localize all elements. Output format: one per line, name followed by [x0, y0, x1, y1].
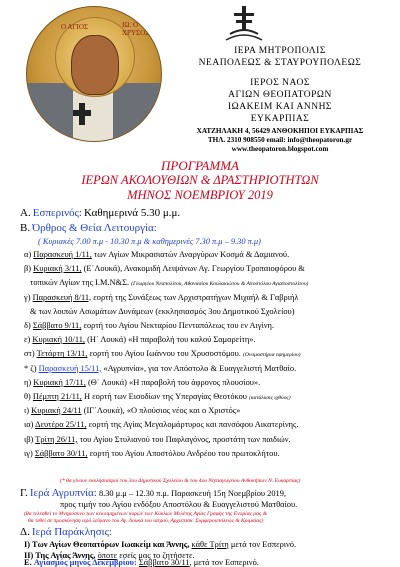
- church-name-1: ΙΕΡΟΣ ΝΑΟΣ: [250, 78, 310, 88]
- church-contact: ΤΗΛ. 2310 908550 email: info@theopatoron.gr: [207, 136, 353, 144]
- church-name-3: ΙΩΑΚΕΙΜ ΚΑΙ ΑΝΝΗΣ: [228, 102, 332, 112]
- item-date: Κυριακή 3/11,: [33, 264, 82, 274]
- item-text: (Η΄ Λουκά) «Η παραβολή του καλού Σαμαρείτη».: [87, 335, 256, 345]
- item-text: τοπικών Αγίων της Ι.Μ.Ν&Σ.: [30, 278, 130, 288]
- item-key: * ζ): [24, 363, 37, 373]
- section-e-title: Αγιασμός μηνός Δεκεμβρίου:: [33, 558, 137, 567]
- metropolis-name-1: ΙΕΡΑ ΜΗΤΡΟΠΟΛΙΣ: [234, 46, 326, 56]
- item-date: Κυριακή 17/11,: [33, 377, 86, 387]
- item-text: (ΙΓ΄Λουκά), «Ο πλούσιος νέος και ο Χριστός»: [83, 406, 241, 416]
- liturgy-item: [24, 321, 274, 330]
- liturgy-item: [24, 392, 291, 401]
- section-d: Δ. Ιερά Παράκλησις:: [20, 526, 112, 538]
- item-key: ιγ): [24, 448, 33, 458]
- section-b-footnote: (* θα γίνουν εκκλησιασμοί του 3ου Δημοτικού Σχολείου & του 4ου Νηπιαγωγείου Ανθοκήπων Ν. Ευκαρπίας): [60, 478, 301, 484]
- section-c-line1: 8.30 μ.μ – 12.30 π.μ. Παρασκευή 15η Νοεμβρίου 2019,: [98, 489, 287, 498]
- header: [0, 0, 400, 153]
- item-text: εορτή του Αγίου Νεκταρίου Πενταπόλεως του εν Αιγίνη.: [83, 321, 275, 330]
- section-d-title: Ιερά Παράκλησις:: [31, 526, 112, 538]
- liturgy-item: [24, 406, 240, 415]
- item-date: Τρίτη 26/11,: [35, 434, 78, 444]
- liturgy-item: [24, 293, 298, 302]
- icon-label-left: Ο ΑΓΙΟΣ: [61, 23, 88, 31]
- item-key: ιβ): [24, 434, 34, 444]
- item-text: του Αγίου Στυλιανού του Παφλαγόνος, προστάτη των παιδιών.: [79, 434, 291, 444]
- section-c-note1: (θα τελεσθεί το Μνημόσυνο των κεκοιμημένων κυρών των Κύκλων Μελέτης Αγίας Γραφής της Ενορίας μας &: [24, 511, 268, 517]
- item-date: Σάββατο 30/11,: [34, 448, 88, 458]
- icon-label-right: ΙΩ. Ο ΧΡΥΣΟΣ.: [122, 21, 151, 37]
- church-address: ΧΑΤΖΗΛΑΚΗ 4, 56429 ΑΝΘΟΚΗΠΟΙ ΕΥΚΑΡΠΙΑΣ: [196, 127, 364, 135]
- section-c: Γ. Ιερά Αγρυπνία: 8.30 μ.μ – 12.30 π.μ. Παρασκευή 15η Νοεμβρίου 2019,: [20, 487, 287, 499]
- item-date: Κυριακή 24/11: [31, 406, 82, 416]
- item-date: Παρασκευή 15/11,: [38, 363, 102, 373]
- item-key: β): [24, 264, 32, 274]
- item-date: Παρασκευή 8/11,: [32, 292, 92, 302]
- item-date: Τετάρτη 13/11,: [36, 349, 88, 359]
- item-text: (Θ΄ Λουκά) «Η παραβολή του άφρονος πλουσίου».: [87, 377, 261, 387]
- section-c-title: Ιερά Αγρυπνία:: [29, 487, 97, 499]
- liturgy-item: [24, 378, 260, 387]
- item-text: Η εορτή των Εισοδίων της Υπεραγίας Θεοτόκου: [83, 392, 247, 401]
- liturgy-item: [24, 335, 256, 344]
- section-c-note2: θα τεθεί σε προσκύνηση ιερό λείψανο του Αγ. Λουκά του ιατρού, Αρχιεπισκ. Συμφερουπόλεως & Κριμαίας): [28, 518, 264, 524]
- liturgy-item: [24, 449, 280, 458]
- item-text: «Αγρυπνία», για τον Απόστολο & Ευαγγελιστή Ματθαίο.: [103, 363, 297, 373]
- liturgy-item: [24, 420, 298, 429]
- item-text: εορτή του Αγίου Ιωάννου του Χρυσοστόμου.: [89, 349, 241, 359]
- metropolis-seal-icon: [222, 4, 266, 44]
- item-note: (Γεωργίου Νεαπολίτου, Αθανασίου Κουλακιώτου & Αποστόλου Αγιαποστολίτου): [131, 281, 309, 288]
- program-title: ΠΡΟΓΡΑΜΜΑ: [161, 158, 239, 173]
- section-a-text: Καθημερινά 5.30 μ.μ.: [84, 207, 181, 219]
- item-key: η): [24, 377, 32, 387]
- metropolis-name-2: ΝΕΑΠΟΛΕΩΣ & ΣΤΑΥΡΟΥΠΟΛΕΩΣ: [198, 58, 362, 68]
- item-key: α): [24, 250, 32, 259]
- item-key: γ): [24, 292, 31, 302]
- item-key: θ): [24, 392, 31, 401]
- item-date: Παρασκευή 1/11,: [33, 250, 92, 259]
- liturgy-item: [24, 364, 296, 373]
- item-key: δ): [24, 321, 31, 330]
- item-note: (κατάλυσις ιχθύος): [249, 395, 291, 401]
- church-name-4: ΕΥΚΑΡΠΙΑΣ: [250, 114, 310, 124]
- item-key: ια): [24, 420, 34, 430]
- section-b-times: ( Κυριακές 7.00 π.μ - 10.30 π.μ & καθημερινές 7.30 π.μ – 9.30 π.μ): [38, 237, 261, 246]
- item-text: (Ε΄Λουκά), Ανακομιδή Λειψάνων Αγ. Γεωργίου Τροπαιοφόρου &: [83, 264, 305, 274]
- item-key: στ): [24, 349, 35, 359]
- saint-icon-image: [26, 6, 162, 142]
- item-key: ε): [24, 335, 31, 345]
- item-text: εορτή της Αγίας Μεγαλομάρτυρος και πανσόφου Αικατερίνης.: [88, 420, 299, 430]
- liturgy-item: [24, 264, 305, 273]
- section-a-title: Εσπερινός:: [32, 207, 82, 219]
- section-b: Β. Όρθρος & Θεία Λειτουργία:: [20, 222, 157, 234]
- item-note: (Ονομαστήρια εφημερίου): [242, 352, 301, 359]
- item-date: Σάββατο 9/11,: [32, 321, 82, 330]
- item-text: των Αγίων Μικρασιατών Αναργύρων Κοσμά & Δαμιανού.: [93, 250, 290, 259]
- section-c-line2: προς τιμήν του Αγίου ενδόξου Αποστόλου & Ευαγγελιστού Ματθαίου.: [60, 500, 298, 509]
- item-text: εορτή της Συνάξεως των Αρχιστρατήγων Μιχαήλ & Γαβριήλ: [93, 292, 299, 302]
- liturgy-item: [24, 435, 291, 444]
- item-date: Πέμπτη 21/11,: [32, 392, 82, 401]
- section-a: Α. Εσπερινός: Καθημερινά 5.30 μ.μ.: [20, 207, 181, 219]
- liturgy-item: [24, 250, 289, 259]
- program-month: ΜΗΝΟΣ ΝΟΕΜΒΡΙΟΥ 2019: [127, 188, 273, 202]
- item-text: & των λοιπών Ασωμάτων Δυνάμεων (εκκλησιασμός 3ου Δημοτικού Σχολείου): [30, 306, 295, 316]
- section-d-item-2: ΙΙ) Της Αγίας Άννης, όποτε εσείς μας το ζητήσετε.: [24, 551, 195, 560]
- item-key: ι): [24, 406, 30, 416]
- church-name-2: ΑΓΙΩΝ ΘΕΟΠΑΤΟΡΩΝ: [228, 90, 332, 100]
- liturgy-item: [24, 349, 301, 358]
- item-date: Δευτέρα 25/11,: [35, 420, 87, 430]
- section-e: Ε. Αγιασμός μηνός Δεκεμβρίου: Σάββατο 30/11, μετά τον Εσπερινό.: [24, 558, 259, 567]
- liturgy-item: [30, 278, 308, 287]
- section-b-title: Όρθρος & Θεία Λειτουργία:: [32, 222, 157, 234]
- item-text: εορτή του Αγίου Αποστόλου Ανδρέου του πρωτοκλήτου.: [89, 448, 280, 458]
- church-website: www.theopatoron.blogspot.com: [231, 145, 329, 153]
- liturgy-item: [30, 307, 294, 316]
- program-subtitle: ΙΕΡΩΝ ΑΚΟΛΟΥΘΙΩΝ & ΔΡΑΣΤΗΡΙΟΤΗΤΩΝ: [81, 173, 319, 187]
- section-d-item-1: Ι) Των Αγίων Θεοπατόρων Ιωακείμ και Άννης, κάθε Τρίτη μετά τον Εσπερινό.: [24, 540, 297, 549]
- item-date: Κυριακή 10/11,: [32, 335, 85, 345]
